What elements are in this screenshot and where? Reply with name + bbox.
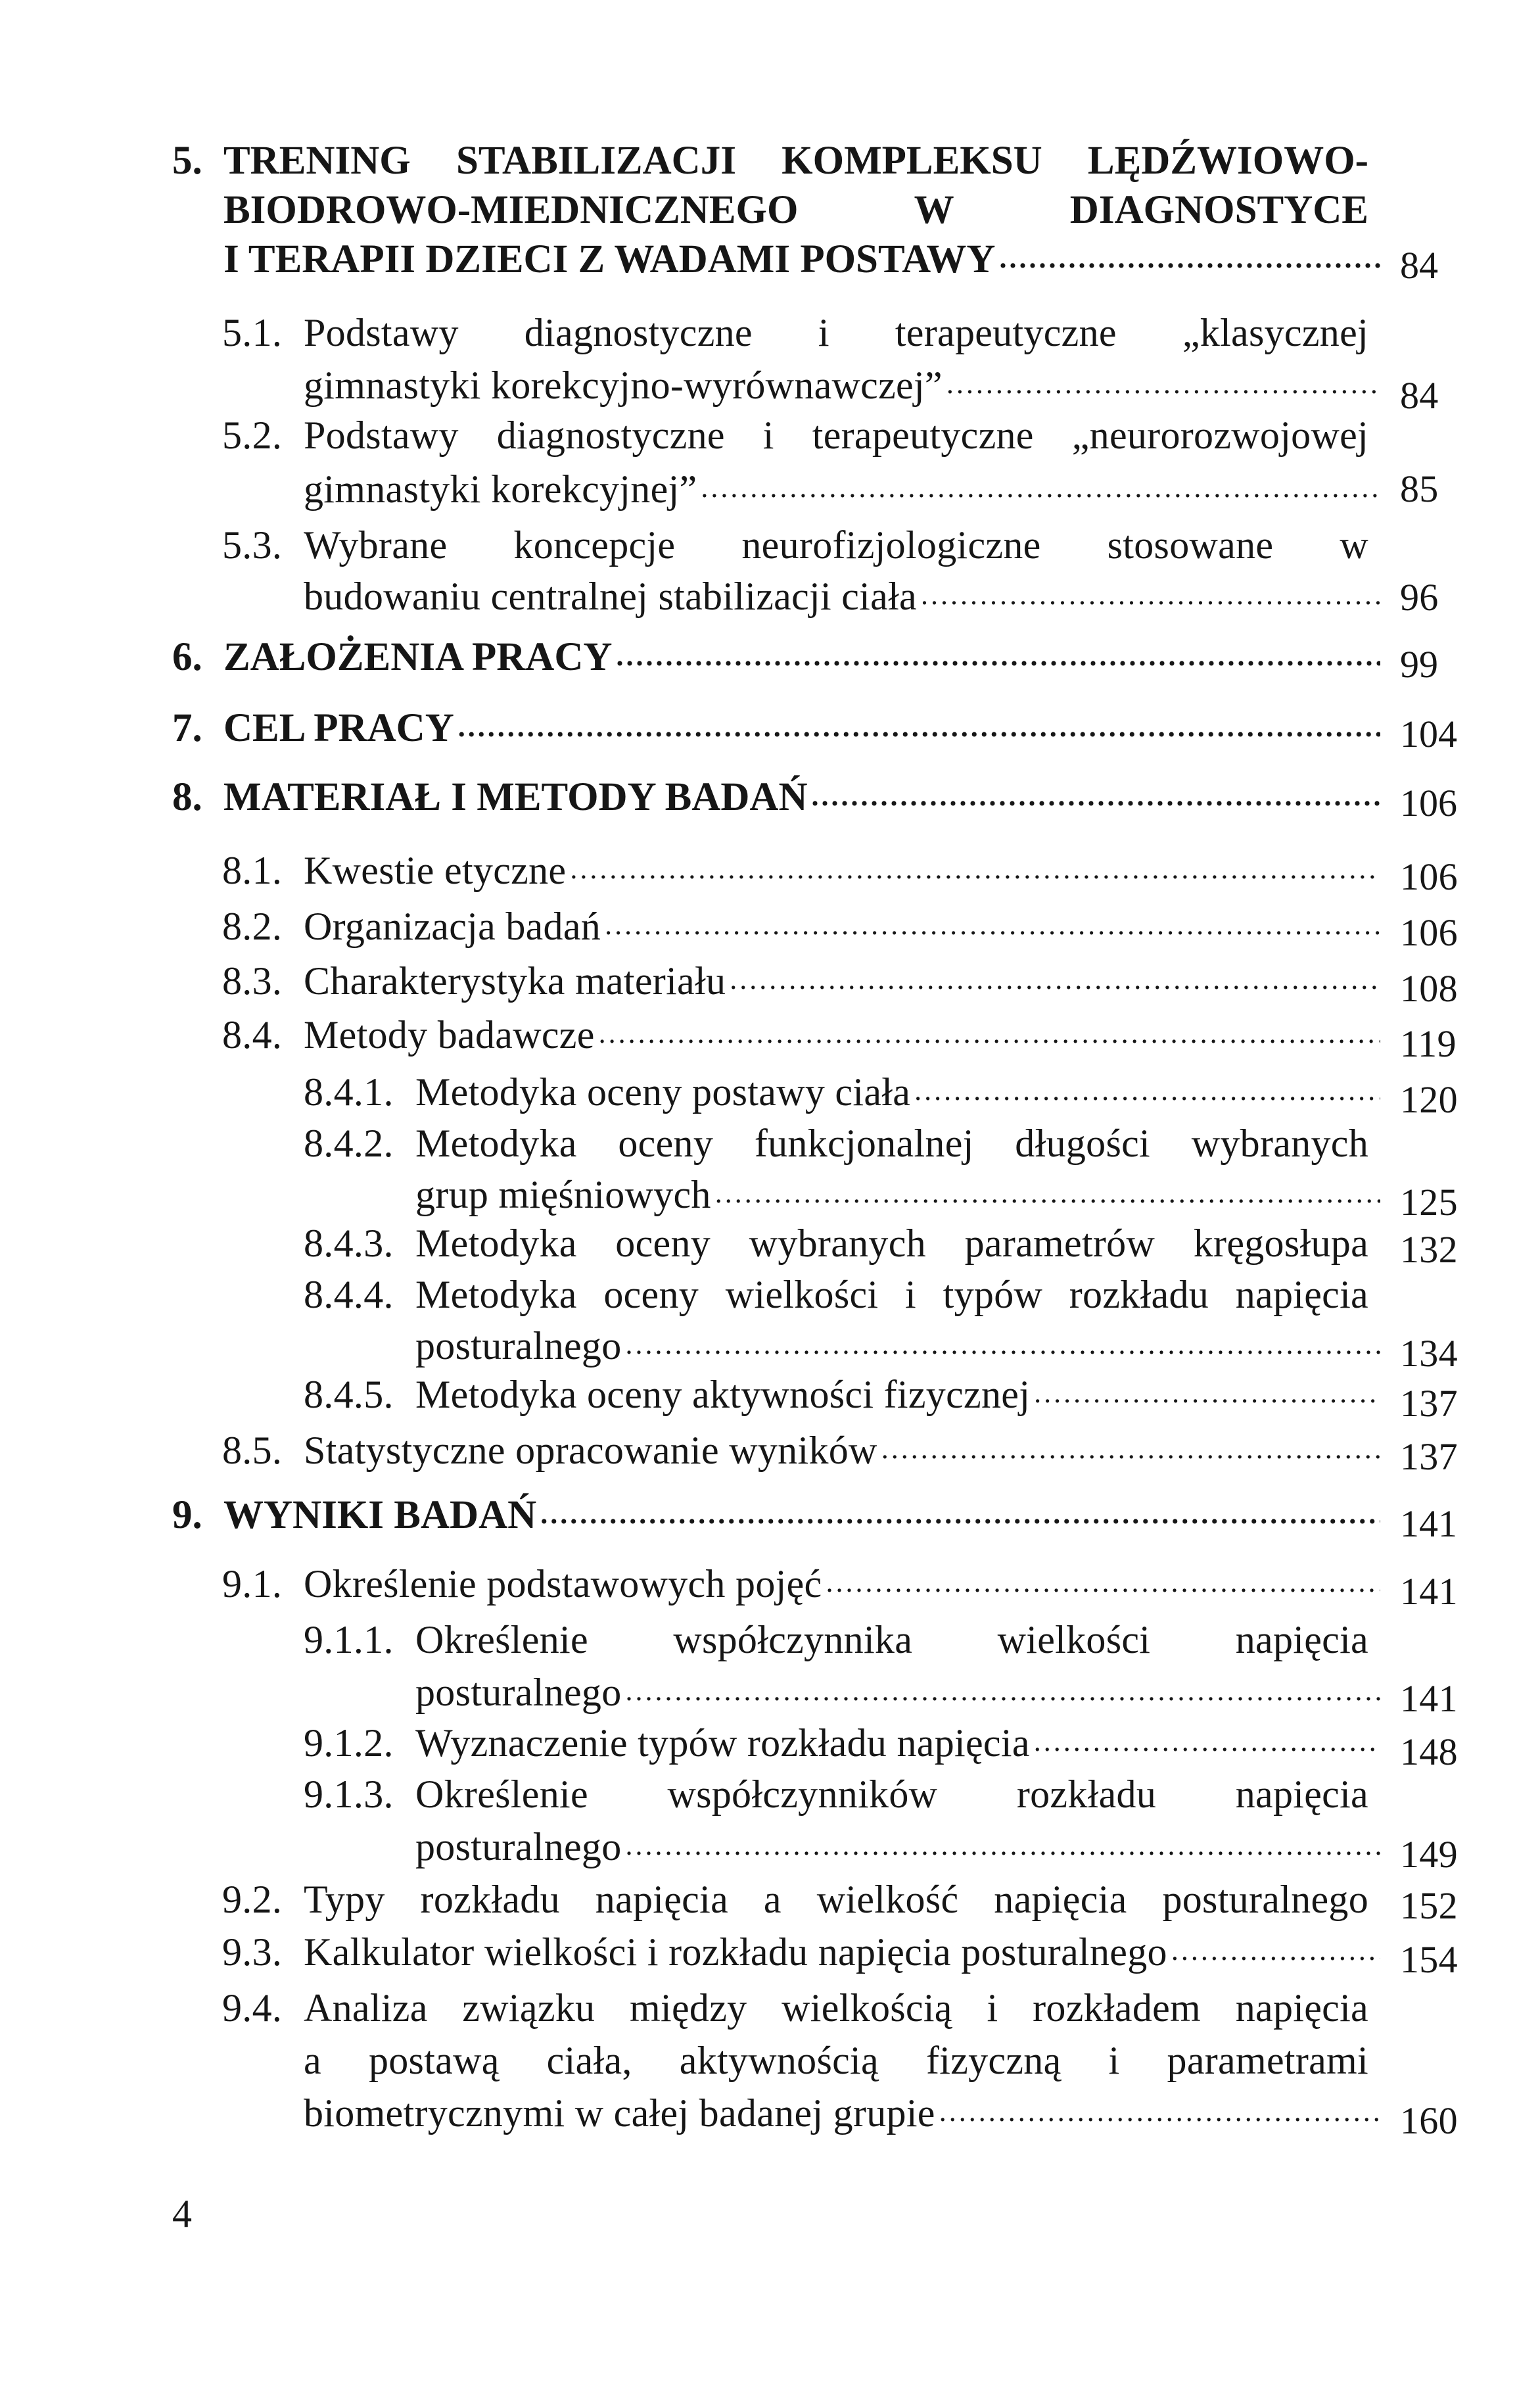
toc-entry-page: 106 bbox=[1400, 782, 1457, 824]
toc-entry-page: 99 bbox=[1400, 643, 1438, 686]
toc-entry-page: 137 bbox=[1400, 1382, 1458, 1425]
toc-entry-number: 8.4.3. bbox=[304, 1222, 394, 1265]
toc-entry-number: 5. bbox=[172, 139, 202, 183]
toc-entry-line bbox=[304, 574, 1368, 617]
toc-entry-line bbox=[304, 904, 1368, 947]
toc-entry-page: 104 bbox=[1400, 713, 1457, 755]
toc-entry-title: Określenie współczynnika wielkości napięcia bbox=[415, 1618, 1368, 1661]
toc-entry-title: Metodyka oceny postawy ciała bbox=[415, 1070, 911, 1114]
toc-entry-title: posturalnego bbox=[415, 1825, 622, 1868]
toc-entry-line bbox=[304, 310, 1368, 356]
toc-entry-title: WYNIKI BADAŃ bbox=[223, 1493, 537, 1537]
toc-entry-number: 9. bbox=[172, 1493, 202, 1537]
dot-leader bbox=[921, 581, 1380, 609]
toc-entry-page: 119 bbox=[1400, 1022, 1457, 1065]
toc-entry-line bbox=[304, 848, 1368, 892]
page-number: 4 bbox=[172, 2192, 192, 2235]
toc-entry-title: Metodyka oceny funkcjonalnej długości wybranych bbox=[415, 1122, 1368, 1165]
toc-entry-page: 149 bbox=[1400, 1833, 1458, 1876]
toc-entry-line bbox=[223, 138, 1368, 184]
toc-entry-line bbox=[415, 1172, 1368, 1216]
toc-entry-line bbox=[223, 634, 1368, 678]
toc-entry-number: 8.4.2. bbox=[304, 1122, 394, 1165]
toc-entry-page: 152 bbox=[1400, 1884, 1458, 1927]
toc-entry-line bbox=[304, 959, 1368, 1002]
toc-entry-title: gimnastyki korekcyjnej” bbox=[304, 467, 697, 511]
toc-entry-line bbox=[304, 1561, 1368, 1605]
toc-entry-page: 148 bbox=[1400, 1730, 1458, 1773]
dot-leader bbox=[1000, 244, 1381, 273]
dot-leader bbox=[458, 713, 1380, 742]
toc-entry-number: 9.1. bbox=[222, 1562, 283, 1606]
toc-entry-line bbox=[304, 467, 1368, 510]
toc-entry-line bbox=[304, 2091, 1368, 2134]
toc-entry-title: grup mięśniowych bbox=[415, 1173, 711, 1216]
toc-entry-line bbox=[415, 1617, 1368, 1663]
toc-entry-number: 8.1. bbox=[222, 849, 283, 892]
toc-entry-title: posturalnego bbox=[415, 1671, 622, 1714]
dot-leader bbox=[730, 965, 1380, 994]
dot-leader bbox=[939, 2097, 1380, 2126]
toc-entry-page: 106 bbox=[1400, 855, 1458, 898]
toc-entry-number: 8.4.5. bbox=[304, 1373, 394, 1416]
toc-entry-title: Organizacja badań bbox=[304, 905, 601, 948]
toc-entry-line bbox=[415, 1372, 1368, 1416]
toc-entry-line bbox=[304, 363, 1368, 406]
toc-entry-number: 8.3. bbox=[222, 959, 283, 1003]
toc-entry-title: TRENING STABILIZACJI KOMPLEKSU LĘDŹWIOWO- bbox=[223, 139, 1368, 183]
toc-entry-number: 8. bbox=[172, 775, 202, 819]
dot-leader bbox=[1171, 1936, 1380, 1965]
toc-entry-page: 141 bbox=[1400, 1677, 1458, 1720]
toc-entry-line bbox=[304, 413, 1368, 458]
toc-entry-page: 134 bbox=[1400, 1332, 1458, 1375]
toc-entry-title: Kalkulator wielkości i rozkładu napięcia posturalnego bbox=[304, 1930, 1167, 1974]
dot-leader bbox=[626, 1831, 1380, 1860]
toc-entry-title: posturalnego bbox=[415, 1324, 622, 1368]
dot-leader bbox=[701, 473, 1380, 502]
toc-entry-number: 5.2. bbox=[222, 414, 283, 457]
dot-leader bbox=[616, 642, 1380, 671]
dot-leader bbox=[946, 369, 1380, 398]
dot-leader bbox=[1034, 1727, 1380, 1756]
toc-entry-line bbox=[415, 1772, 1368, 1817]
toc-entry-page: 141 bbox=[1400, 1570, 1458, 1613]
toc-entry-line bbox=[415, 1721, 1368, 1764]
toc-entry-line bbox=[223, 1492, 1368, 1536]
toc-entry-page: 137 bbox=[1400, 1435, 1458, 1478]
toc-entry-title: a postawą ciała, aktywnością fizyczną i parametrami bbox=[304, 2039, 1368, 2082]
toc-entry-number: 5.1. bbox=[222, 311, 283, 354]
toc-entry-number: 9.4. bbox=[222, 1986, 283, 2030]
toc-entry-title: biometrycznymi w całej badanej grupie bbox=[304, 2091, 935, 2135]
toc-entry-title: Statystyczne opracowanie wyników bbox=[304, 1429, 877, 1472]
toc-entry-page: 84 bbox=[1400, 244, 1438, 287]
toc-entry-title: Podstawy diagnostyczne i terapeutyczne „klasycznej bbox=[304, 311, 1368, 354]
toc-entry-number: 7. bbox=[172, 706, 202, 750]
dot-leader bbox=[605, 911, 1380, 940]
toc-entry-title: Podstawy diagnostyczne i terapeutyczne „neurorozwojowej bbox=[304, 414, 1368, 457]
toc-entry-title: MATERIAŁ I METODY BADAŃ bbox=[223, 775, 808, 819]
toc-entry-number: 9.3. bbox=[222, 1930, 283, 1974]
toc-entry-page: 106 bbox=[1400, 911, 1458, 954]
dot-leader bbox=[914, 1076, 1380, 1105]
toc-entry-title: Charakterystyka materiału bbox=[304, 959, 726, 1003]
toc-entry-number: 6. bbox=[172, 635, 202, 679]
toc-entry-page: 154 bbox=[1400, 1938, 1458, 1981]
dot-leader bbox=[626, 1330, 1380, 1359]
toc-entry-page: 85 bbox=[1400, 467, 1439, 510]
dot-leader bbox=[626, 1677, 1380, 1705]
toc-entry-line bbox=[415, 1824, 1368, 1868]
toc-entry-page: 160 bbox=[1400, 2099, 1458, 2142]
toc-entry-line bbox=[415, 1221, 1368, 1266]
dot-leader bbox=[570, 855, 1380, 884]
toc-entry-title: CEL PRACY bbox=[223, 706, 454, 750]
toc-entry-line bbox=[304, 1428, 1368, 1471]
toc-entry-title: BIODROWO-MIEDNICZNEGO W DIAGNOSTYCE bbox=[223, 188, 1368, 232]
toc-entry-line bbox=[304, 1930, 1368, 1973]
toc-entry-number: 5.3. bbox=[222, 523, 283, 567]
toc-entry-line bbox=[223, 705, 1368, 749]
toc-entry-title: ZAŁOŻENIA PRACY bbox=[223, 635, 613, 679]
toc-entry-number: 9.2. bbox=[222, 1878, 283, 1921]
toc-entry-line bbox=[415, 1121, 1368, 1166]
toc-entry-title: Metodyka oceny wybranych parametrów kręgosłupa bbox=[415, 1222, 1368, 1265]
toc-entry-line bbox=[223, 774, 1368, 819]
toc-entry-title: Metodyka oceny aktywności fizycznej bbox=[415, 1373, 1031, 1416]
toc-entry-line bbox=[304, 1986, 1368, 2031]
dot-leader bbox=[1034, 1379, 1380, 1408]
toc-entry-number: 9.1.1. bbox=[304, 1618, 394, 1661]
toc-entry-number: 8.4. bbox=[222, 1013, 283, 1057]
toc-entry-page: 96 bbox=[1400, 576, 1439, 619]
toc-entry-page: 84 bbox=[1400, 374, 1439, 417]
dot-leader bbox=[540, 1500, 1380, 1529]
toc-entry-number: 8.4.4. bbox=[304, 1273, 394, 1316]
toc-entry-title: Wybrane koncepcje neurofizjologiczne stosowane w bbox=[304, 523, 1368, 567]
toc-entry-title: Typy rozkładu napięcia a wielkość napięcia posturalnego bbox=[304, 1878, 1368, 1921]
dot-leader bbox=[715, 1179, 1380, 1208]
toc-entry-number: 9.1.2. bbox=[304, 1721, 394, 1765]
toc-entry-title: Kwestie etyczne bbox=[304, 849, 567, 892]
toc-entry-line bbox=[304, 2038, 1368, 2083]
dot-leader bbox=[812, 782, 1380, 811]
toc-entry-number: 8.4.1. bbox=[304, 1070, 394, 1114]
toc-entry-line bbox=[223, 237, 1368, 281]
toc-entry-line bbox=[415, 1070, 1368, 1113]
toc-entry-title: gimnastyki korekcyjno-wyrównawczej” bbox=[304, 364, 943, 407]
toc-entry-title: I TERAPII DZIECI Z WADAMI POSTAWY bbox=[223, 237, 996, 281]
toc-entry-title: Określenie podstawowych pojęć bbox=[304, 1562, 822, 1606]
toc-entry-title: Określenie współczynników rozkładu napięcia bbox=[415, 1773, 1368, 1816]
toc-entry-title: Analiza związku między wielkością i rozkładem napięcia bbox=[304, 1986, 1368, 2030]
toc-entry-line bbox=[415, 1272, 1368, 1318]
dot-leader bbox=[881, 1435, 1380, 1463]
toc-entry-line bbox=[415, 1670, 1368, 1713]
toc-entry-number: 8.5. bbox=[222, 1429, 283, 1472]
toc-entry-page: 120 bbox=[1400, 1078, 1458, 1121]
toc-entry-page: 108 bbox=[1400, 967, 1458, 1010]
toc-entry-page: 125 bbox=[1400, 1181, 1458, 1224]
toc-entry-number: 8.2. bbox=[222, 905, 283, 948]
toc-entry-line bbox=[304, 1012, 1368, 1056]
toc-entry-number: 9.1.3. bbox=[304, 1773, 394, 1816]
dot-leader bbox=[599, 1019, 1380, 1048]
toc-entry-line bbox=[415, 1323, 1368, 1367]
toc-entry-title: Wyznaczenie typów rozkładu napięcia bbox=[415, 1721, 1030, 1765]
toc-entry-line bbox=[304, 1877, 1368, 1922]
dot-leader bbox=[826, 1568, 1380, 1597]
toc-entry-line bbox=[223, 187, 1368, 233]
toc-entry-title: Metodyka oceny wielkości i typów rozkładu napięcia bbox=[415, 1273, 1368, 1316]
toc-entry-title: budowaniu centralnej stabilizacji ciała bbox=[304, 575, 917, 618]
toc-entry-line bbox=[304, 523, 1368, 568]
toc-entry-page: 132 bbox=[1400, 1228, 1458, 1271]
toc-entry-title: Metody badawcze bbox=[304, 1013, 595, 1057]
toc-entry-page: 141 bbox=[1400, 1502, 1457, 1545]
